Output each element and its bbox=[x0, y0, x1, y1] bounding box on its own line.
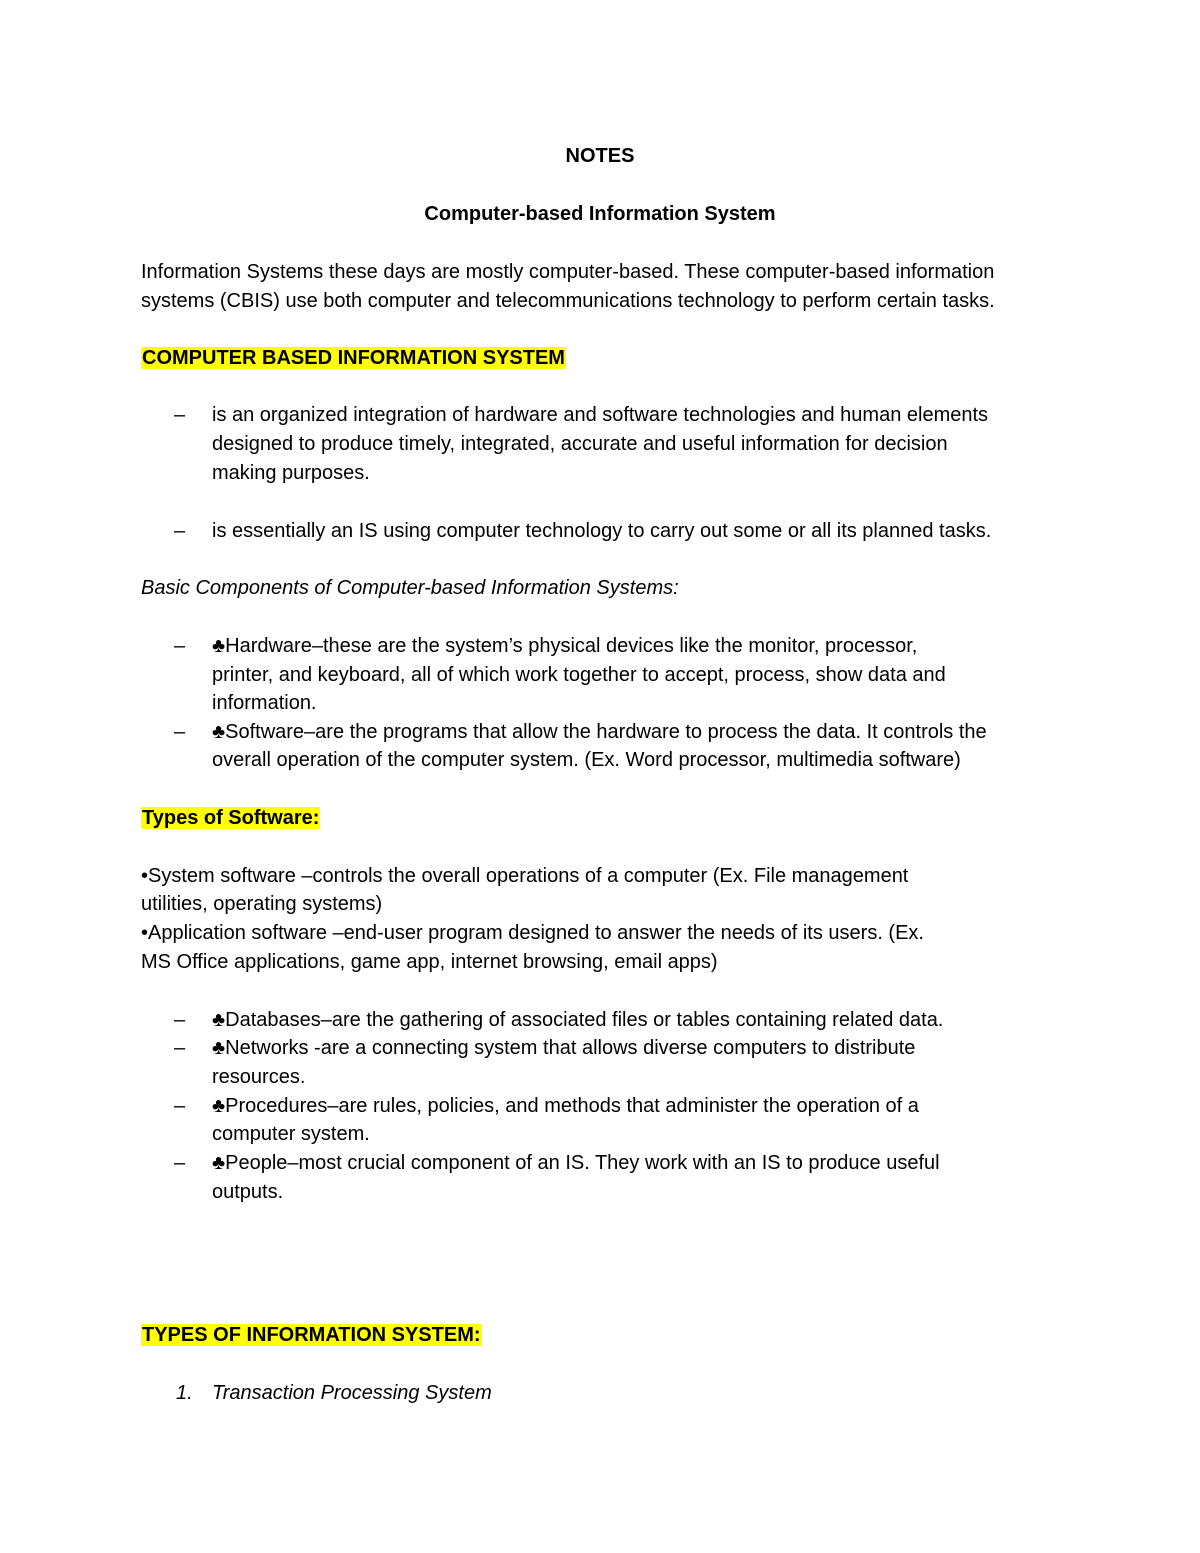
dash-icon: – bbox=[174, 1152, 186, 1174]
club-icon: ♣ bbox=[212, 1037, 226, 1059]
cbis-def2: is essentially an IS using computer technology to carry out some or all its planned tasks. bbox=[212, 520, 992, 542]
types-software-heading-text: Types of Software: bbox=[142, 807, 320, 829]
dash-icon: – bbox=[174, 404, 186, 426]
list-item-1-number: 1. bbox=[176, 1382, 193, 1404]
databases-line bbox=[212, 1006, 943, 1034]
club-icon: ♣ bbox=[212, 1152, 226, 1174]
software-text-1: Software–are the programs that allow the hardware to process the data. It controls the bbox=[225, 721, 987, 743]
procedures-line-2: computer system. bbox=[212, 1123, 370, 1145]
cbis-def1-line-1: is an organized integration of hardware and software technologies and human elements bbox=[212, 404, 989, 426]
club-icon: ♣ bbox=[212, 635, 226, 657]
software-line-1 bbox=[212, 718, 987, 746]
hardware-text-1: Hardware–these are the system’s physical devices like the monitor, processor, bbox=[225, 635, 918, 657]
intro-line-1: Information Systems these days are mostly computer-based. These computer-based information bbox=[141, 261, 995, 283]
dash-icon: – bbox=[174, 1009, 186, 1031]
people-text-1: People–most crucial component of an IS. They work with an IS to produce useful bbox=[225, 1152, 940, 1174]
cbis-heading-text: COMPUTER BASED INFORMATION SYSTEM bbox=[142, 347, 565, 369]
types-is-heading-text: TYPES OF INFORMATION SYSTEM: bbox=[142, 1324, 481, 1346]
system-software-line-2: utilities, operating systems) bbox=[141, 893, 383, 915]
people-line-1 bbox=[212, 1149, 940, 1177]
components-heading: Basic Components of Computer-based Information Systems: bbox=[141, 577, 679, 599]
networks-line-1 bbox=[212, 1034, 915, 1062]
procedures-text-1: Procedures–are rules, policies, and methods that administer the operation of a bbox=[225, 1095, 919, 1117]
dash-icon: – bbox=[174, 1037, 186, 1059]
hardware-line-3: information. bbox=[212, 692, 317, 714]
hardware-line-2: printer, and keyboard, all of which work together to accept, process, show data and bbox=[212, 664, 946, 686]
bullet-icon: • bbox=[141, 922, 149, 944]
hardware-line-1 bbox=[212, 632, 917, 660]
procedures-line-1 bbox=[212, 1092, 919, 1120]
club-icon: ♣ bbox=[212, 721, 226, 743]
dash-icon: – bbox=[174, 635, 186, 657]
databases-text: Databases–are the gathering of associated files or tables containing related data. bbox=[225, 1009, 944, 1031]
types-is-heading bbox=[141, 1321, 482, 1349]
dash-icon: – bbox=[174, 721, 186, 743]
cbis-def1-line-3: making purposes. bbox=[212, 462, 370, 484]
list-item-1: Transaction Processing System bbox=[212, 1382, 492, 1404]
networks-line-2: resources. bbox=[212, 1066, 306, 1088]
system-software-text-1: System software –controls the overall operations of a computer (Ex. File management bbox=[148, 865, 909, 887]
types-software-heading bbox=[141, 804, 320, 832]
cbis-def1-line-2: designed to produce timely, integrated, accurate and useful information for decision bbox=[212, 433, 948, 455]
application-software-line-2: MS Office applications, game app, internet browsing, email apps) bbox=[141, 951, 718, 973]
people-line-2: outputs. bbox=[212, 1181, 284, 1203]
application-software-line-1 bbox=[141, 919, 924, 947]
intro-line-2: systems (CBIS) use both computer and telecommunications technology to perform certain tasks. bbox=[141, 290, 995, 312]
page-subtitle: Computer-based Information System bbox=[424, 203, 776, 225]
page-title: NOTES bbox=[565, 145, 635, 167]
dash-icon: – bbox=[174, 1095, 186, 1117]
dash-icon: – bbox=[174, 520, 186, 542]
system-software-line-1 bbox=[141, 862, 908, 890]
software-line-2: overall operation of the computer system. (Ex. Word processor, multimedia software) bbox=[212, 749, 961, 771]
cbis-heading bbox=[141, 344, 566, 372]
club-icon: ♣ bbox=[212, 1009, 226, 1031]
club-icon: ♣ bbox=[212, 1095, 226, 1117]
application-software-text-1: Application software –end-user program designed to answer the needs of its users. (Ex. bbox=[148, 922, 924, 944]
networks-text-1: Networks -are a connecting system that allows diverse computers to distribute bbox=[225, 1037, 916, 1059]
bullet-icon: • bbox=[141, 865, 149, 887]
